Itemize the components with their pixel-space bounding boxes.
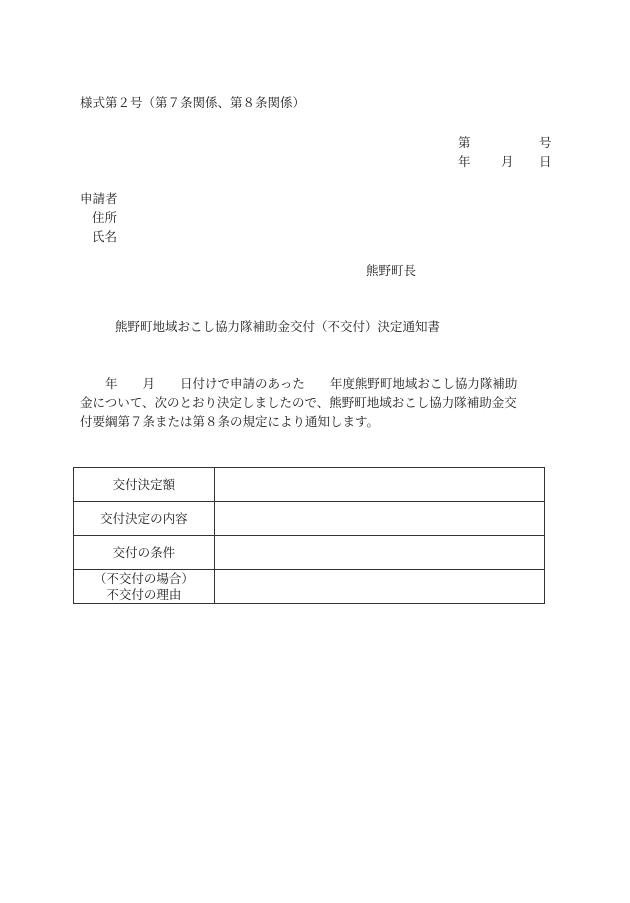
table-row [74, 536, 545, 570]
date-year: 年 [458, 154, 471, 169]
decision-content-label: 交付決定の内容 [74, 502, 215, 536]
grant-conditions-value [214, 536, 544, 570]
notice-body-line-1-text: 年 月 日付けで申請のあった 年度熊野町地域おこし協力隊補助 [105, 376, 518, 391]
date-day: 日 [539, 154, 552, 169]
document-number-and-date [452, 133, 552, 171]
notice-body-line-1-indent [80, 376, 105, 391]
date-month: 月 [501, 154, 514, 169]
refusal-reason-label-line-1: （不交付の場合） [93, 570, 194, 586]
date-row [452, 152, 552, 171]
applicant-block [80, 189, 118, 246]
document-number-prefix: 第 [458, 135, 471, 150]
table-row [74, 570, 545, 604]
document-title: 熊野町地域おこし協力隊補助金交付（不交付）決定通知書 [115, 319, 441, 334]
refusal-reason-label-line-2: 不交付の理由 [106, 586, 182, 602]
notice-body-line-2: 金について、次のとおり決定しましたので、熊野町地域おこし協力隊補助金交 [80, 395, 517, 410]
table-row [74, 502, 545, 536]
notice-body-line-1 [80, 374, 550, 393]
applicant-address-label: 住所 [92, 210, 118, 225]
document-number-row [452, 133, 552, 152]
refusal-reason-label [74, 570, 215, 604]
document-number-suffix: 号 [539, 135, 552, 150]
applicant-name-label: 氏名 [92, 229, 118, 244]
decision-amount-value [214, 468, 544, 502]
decision-table [73, 467, 545, 604]
issuer: 熊野町長 [366, 263, 417, 278]
refusal-reason-value [214, 570, 544, 604]
applicant-label: 申請者 [80, 191, 118, 206]
grant-conditions-label: 交付の条件 [74, 536, 215, 570]
notice-body-line-3: 付要綱第７条または第８条の規定により通知します。 [80, 414, 380, 429]
decision-content-value [214, 502, 544, 536]
form-number: 様式第２号（第７条関係、第８条関係） [80, 95, 306, 110]
notice-body [80, 374, 550, 431]
table-row [74, 468, 545, 502]
decision-amount-label: 交付決定額 [74, 468, 215, 502]
